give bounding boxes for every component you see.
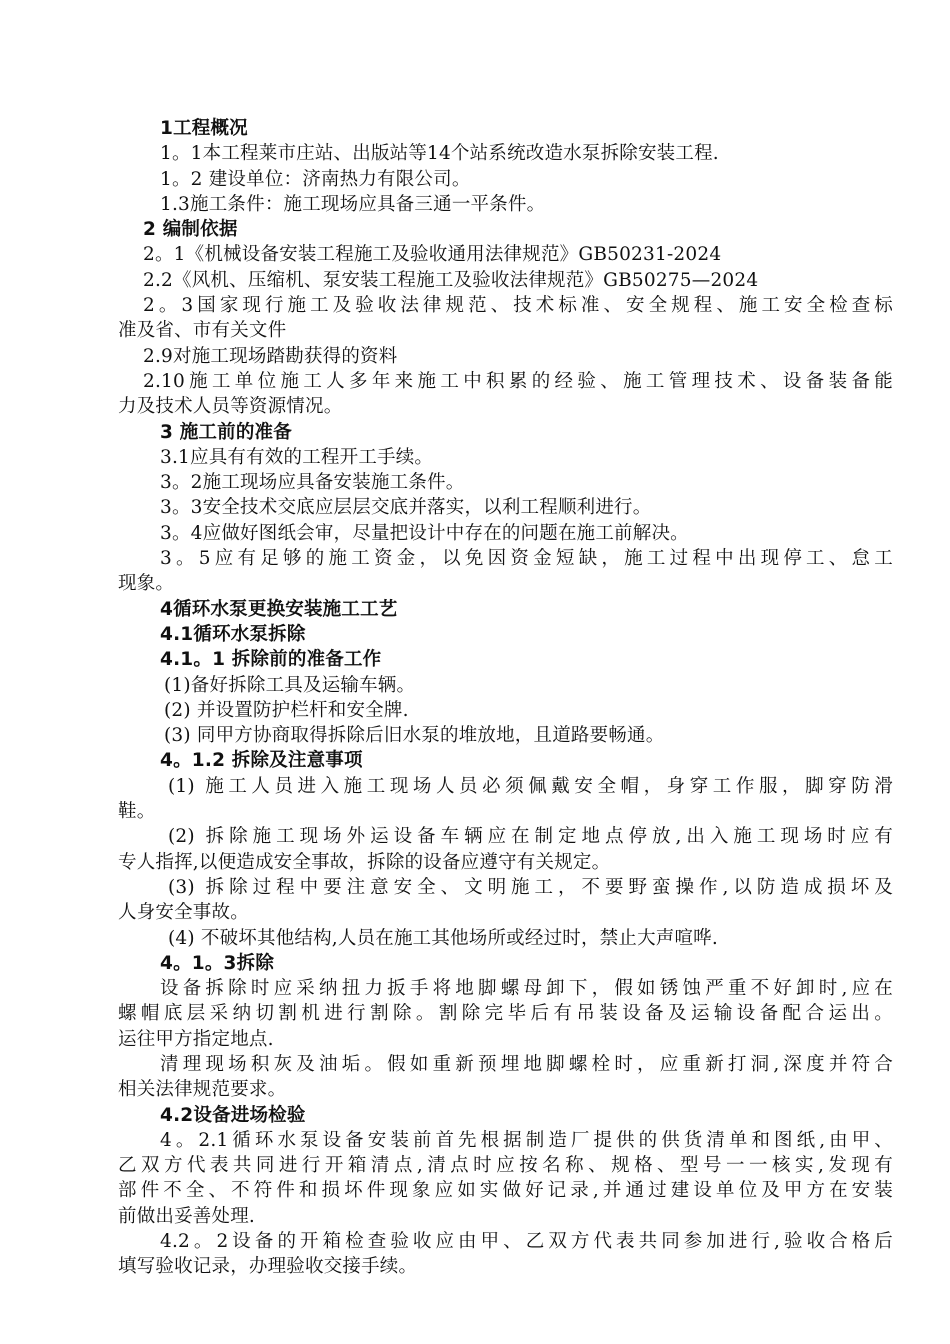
paragraph-line: 3.1应具有有效的工程开工手续。 [160,446,434,468]
paragraph-line: 2.10施工单位施工人多年来施工中积累的经验、施工管理技术、设备装备能 [143,370,893,392]
heading-4: 4循环水泵更换安装施工工艺 [160,598,398,620]
paragraph-line: 4.2。2设备的开箱检查验收应由甲、乙双方代表共同参加进行,验收合格后 [160,1231,893,1253]
paragraph-line: 3。3安全技术交底应层层交底并落实，以利工程顺利进行。 [160,497,652,519]
paragraph-line: 部件不全、不符件和损坏件现象应如实做好记录,并通过建设单位及甲方在安装 [118,1180,893,1202]
paragraph-line: 4。2.1循环水泵设备安装前首先根据制造厂提供的供货清单和图纸,由甲、 [160,1129,893,1151]
heading-3: 3 施工前的准备 [160,421,292,443]
list-item: (3) 拆除过程中要注意安全、文明施工，不要野蛮操作,以防造成损坏及 [168,876,893,898]
list-item: (1) 施工人员进入施工现场人员必须佩戴安全帽，身穿工作服，脚穿防滑 [168,775,893,797]
list-item: (4) 不破坏其他结构,人员在施工其他场所或经过时，禁止大声喧哗. [168,927,718,949]
paragraph-line: 2。1《机械设备安装工程施工及验收通用法律规范》GB50231-2024 [143,244,722,266]
list-item: (3) 同甲方协商取得拆除后旧水泵的堆放地，且道路要畅通。 [164,725,665,747]
paragraph-line: 力及技术人员等资源情况。 [118,396,343,418]
paragraph-line: 专人指挥,以便造成安全事故，拆除的设备应遵守有关规定。 [118,851,611,873]
paragraph-line: 运往甲方指定地点. [118,1028,274,1050]
paragraph-line: 准及省、市有关文件 [118,320,287,342]
paragraph-line: 人身安全事故。 [118,902,249,924]
paragraph-line: 1.3施工条件：施工现场应具备三通一平条件。 [160,193,546,215]
paragraph-line: 3。4应做好图纸会审，尽量把设计中存在的问题在施工前解决。 [160,522,689,544]
heading-1: 1工程概况 [160,118,248,139]
paragraph-line: 2.9对施工现场踏勘获得的资料 [143,345,398,367]
paragraph-line: 乙双方代表共同进行开箱清点,清点时应按名称、规格、型号一一核实,发现有 [118,1155,893,1177]
paragraph-line: 填写验收记录，办理验收交接手续。 [118,1256,418,1278]
paragraph-line: 前做出妥善处理. [118,1205,255,1227]
paragraph-line: 3。5应有足够的施工资金，以免因资金短缺，施工过程中出现停工、怠工 [160,548,893,570]
heading-4-2: 4.2设备进场检验 [160,1104,306,1126]
paragraph-line: 3。2施工现场应具备安装施工条件。 [160,472,465,494]
paragraph-line: 清理现场积灰及油垢。假如重新预埋地脚螺栓时，应重新打洞,深度并符合 [160,1053,893,1075]
list-item: (1)备好拆除工具及运输车辆。 [164,674,416,696]
paragraph-line: 现象。 [118,573,175,595]
paragraph-line: 相关法律规范要求。 [118,1079,287,1101]
heading-2: 2 编制依据 [143,219,238,241]
paragraph-line: 1。2 建设单位：济南热力有限公司。 [160,168,471,190]
paragraph-line: 2。3国家现行施工及验收法律规范、技术标准、安全规程、施工安全检查标 [143,295,893,317]
heading-4-1-1: 4.1。1 拆除前的准备工作 [160,649,382,671]
list-item: (2) 拆除施工现场外运设备车辆应在制定地点停放,出入施工现场时应有 [168,826,893,848]
paragraph-line: 螺帽底层采纳切割机进行割除。割除完毕后有吊装设备及运输设备配合运出。 [118,1003,893,1025]
paragraph-line: 1。1本工程莱市庄站、出版站等14个站系统改造水泵拆除安装工程. [160,143,719,165]
heading-4-1-2: 4。1.2 拆除及注意事项 [160,750,363,772]
paragraph-line: 设备拆除时应采纳扭力扳手将地脚螺母卸下，假如锈蚀严重不好卸时,应在 [160,978,893,1000]
paragraph-line: 2.2《风机、压缩机、泵安装工程施工及验收法律规范》GB50275—2024 [143,269,759,291]
list-item: (2) 并设置防护栏杆和安全牌. [164,699,409,721]
heading-4-1: 4.1循环水泵拆除 [160,623,306,645]
paragraph-line: 鞋。 [118,801,156,823]
heading-4-1-3: 4。1。3拆除 [160,952,275,974]
document-body [118,116,893,1280]
